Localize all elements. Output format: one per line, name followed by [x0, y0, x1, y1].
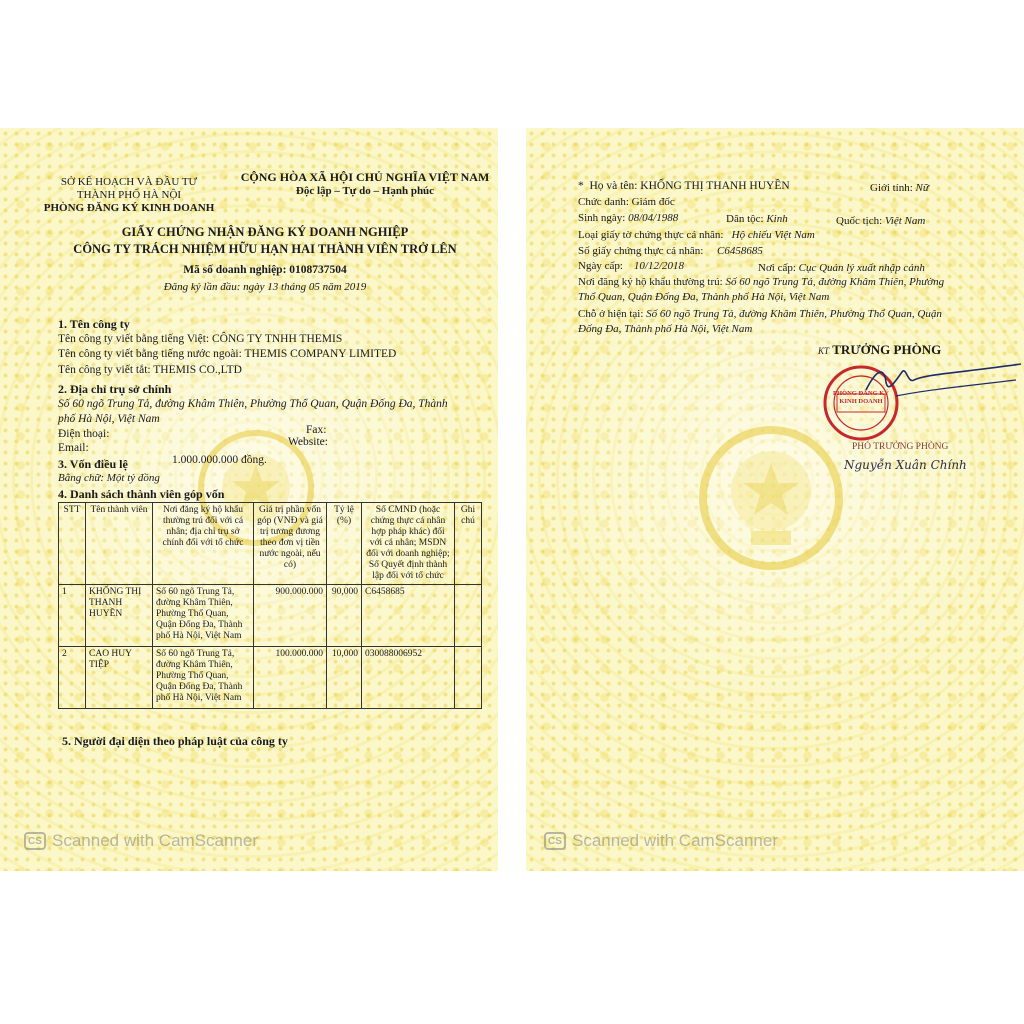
col-header-capital: Giá trị phần vốn góp (VNĐ và giá trị tương đương theo đơn vị tiền nước ngoài, nếu có) [254, 503, 327, 585]
certificate-page-right [526, 128, 1024, 871]
cell-ratio: 10,000 [327, 647, 362, 709]
company-name-short: Tên công ty viết tắt: THEMIS CO.,LTD [58, 364, 242, 376]
col-header-note: Ghi chú [455, 503, 482, 585]
capital-in-words: Bằng chữ: Một tỷ đồng [58, 472, 160, 484]
cell-name: KHỔNG THỊ THANH HUYỀN [86, 585, 153, 647]
cell-ratio: 90,000 [327, 585, 362, 647]
signer-name: Nguyễn Xuân Chính [844, 458, 967, 472]
position-value: Giám đốc [631, 196, 675, 208]
position-label: Chức danh: [578, 196, 629, 208]
section-3-title: 3. Vốn điều lệ [58, 457, 128, 471]
cell-note [455, 585, 482, 647]
cell-id: 030088006952 [362, 647, 455, 709]
nationality-value: Việt Nam [884, 215, 926, 227]
website-label: Website: [288, 436, 328, 448]
camscanner-logo-icon: CS [544, 832, 566, 850]
issue-date-row [578, 260, 684, 272]
address-line-1: Số 60 ngõ Trung Tả, đường Khâm Thiên, Phường Thổ Quan, Quận Đống Đa, Thành [58, 398, 448, 410]
email-label: Email: [58, 442, 89, 454]
members-table [58, 502, 482, 709]
address-line-2: phố Hà Nội, Việt Nam [58, 413, 160, 425]
ethnic-row [726, 213, 788, 225]
cell-stt: 1 [59, 585, 86, 647]
current-address-line-2: Đống Đa, Thành phố Hà Nội, Việt Nam [578, 323, 753, 335]
cell-address: Số 60 ngõ Trung Tả, đường Khâm Thiên, Phường Thổ Quan, Quận Đống Đa, Thành phố Hà Nội, Việt Nam [153, 647, 254, 709]
nationality-row [836, 215, 925, 227]
section-5-title: 5. Người đại diện theo pháp luật của công ty [62, 734, 288, 748]
permanent-address-row [578, 276, 944, 288]
camscanner-logo-icon: CS [24, 832, 46, 850]
issuer-header [40, 176, 218, 215]
section-2-title: 2. Địa chỉ trụ sở chính [58, 382, 172, 396]
col-header-ratio: Tỷ lệ (%) [327, 503, 362, 585]
dob-value: 08/04/1988 [628, 212, 679, 224]
col-header-id: Số CMND (hoặc chứng thực cá nhân hợp pháp khác) đối với cá nhân; MSDN đối với doanh nghiệp; Số Quyết định thành lập đối với tổ chức [362, 503, 455, 585]
current-address-row [578, 308, 942, 320]
seal-text: PHÒNG ĐĂNG KÝ KINH DOANH [833, 390, 889, 405]
col-header-stt: STT [59, 503, 86, 585]
doc-type-label: Loại giấy tờ chứng thực cá nhân: [578, 229, 724, 241]
camscanner-watermark [544, 831, 778, 851]
table-row [59, 585, 482, 647]
motto-line: Độc lập – Tự do – Hạnh phúc [295, 185, 435, 197]
position-row [578, 196, 675, 208]
table-header-row [59, 503, 482, 585]
col-header-name: Tên thành viên [86, 503, 153, 585]
issue-date-label: Ngày cấp: [578, 260, 623, 272]
permanent-address-line-2: Thổ Quan, Quận Đống Đa, Thành phố Hà Nội, Việt Nam [578, 291, 830, 303]
col-header-address: Nơi đăng ký hộ khẩu thường trú đối với cá nhân; địa chỉ trụ sở chính đối với tổ chức [153, 503, 254, 585]
doc-type-row [578, 229, 815, 241]
doc-no-row [578, 245, 763, 257]
gender-label: Giới tính: [870, 182, 913, 194]
cell-note [455, 647, 482, 709]
cell-capital: 100.000.000 [254, 647, 327, 709]
gender-value: Nữ [915, 182, 929, 194]
nationality-label: Quốc tịch: [836, 215, 883, 227]
issuer-line-2: THÀNH PHỐ HÀ NỘI [76, 189, 182, 201]
doc-type-value: Hộ chiếu Việt Nam [731, 229, 815, 241]
ethnic-label: Dân tộc: [726, 213, 764, 225]
registration-date: Đăng ký lần đầu: ngày 13 tháng 05 năm 2019 [163, 281, 367, 293]
signer-title: TRƯỞNG PHÒNG [832, 342, 942, 357]
issuer-line-1: SỞ KẾ HOẠCH VÀ ĐẦU TƯ [60, 176, 198, 188]
issue-place-value: Cục Quản lý xuất nhập cảnh [798, 262, 925, 274]
cell-name: CAO HUY TIỆP [86, 647, 153, 709]
permanent-address-line-1: Số 60 ngõ Trung Tả, đường Khâm Thiên, Phường [725, 276, 945, 288]
cell-id: C6458685 [362, 585, 455, 647]
cell-stt: 2 [59, 647, 86, 709]
camscanner-text: Scanned with CamScanner [52, 831, 259, 850]
section-1-title: 1. Tên công ty [58, 317, 130, 331]
company-name-en: Tên công ty viết bằng tiếng nước ngoài: THEMIS COMPANY LIMITED [58, 348, 397, 360]
camscanner-text: Scanned with CamScanner [572, 831, 779, 850]
certificate-page-left [0, 128, 498, 871]
cell-address: Số 60 ngõ Trung Tả, đường Khâm Thiên, Phường Thổ Quan, Quận Đống Đa, Thành phố Hà Nội, Việt Nam [153, 585, 254, 647]
rep-name-value: KHỔNG THỊ THANH HUYỀN [640, 180, 790, 192]
issue-date-value: 10/12/2018 [633, 260, 685, 272]
fax-label: Fax: [306, 424, 327, 436]
phone-label: Điện thoại: [58, 428, 110, 440]
signer-prefix: KT [818, 346, 830, 356]
cell-capital: 900.000.000 [254, 585, 327, 647]
current-address-label: Chỗ ở hiện tại: [578, 308, 644, 320]
issue-place-label: Nơi cấp: [758, 262, 796, 274]
doc-no-label: Số giấy chứng thực cá nhân: [578, 245, 704, 257]
section-4-title: 4. Danh sách thành viên góp vốn [58, 487, 225, 501]
dob-row [578, 212, 678, 224]
ethnic-value: Kinh [766, 213, 788, 225]
permanent-address-label: Nơi đăng ký hộ khẩu thường trú: [578, 276, 723, 288]
company-name-vn: Tên công ty viết bằng tiếng Việt: CÔNG TY TNHH THEMIS [58, 333, 343, 345]
gender-row [870, 182, 929, 194]
rep-name-row [578, 180, 790, 192]
doc-no-value: C6458685 [717, 245, 763, 257]
current-address-line-1: Số 60 ngõ Trung Tả, đường Khâm Thiên, Phường Thổ Quan, Quận [646, 308, 942, 320]
deputy-title: PHÓ TRƯỞNG PHÒNG [852, 442, 949, 452]
tax-code: Mã số doanh nghiệp: 0108737504 [183, 264, 347, 276]
company-type-title: CÔNG TY TRÁCH NHIỆM HỮU HẠN HAI THÀNH VIÊN TRỞ LÊN [73, 242, 457, 256]
handwritten-signature [856, 360, 1024, 408]
issue-place-row [758, 262, 925, 274]
rep-name-label: Họ và tên: [589, 180, 638, 192]
republic-name: CỘNG HÒA XÃ HỘI CHỦ NGHĨA VIỆT NAM [240, 170, 490, 184]
camscanner-watermark [24, 831, 258, 851]
bullet-star-icon: * [578, 180, 590, 192]
document-title: GIẤY CHỨNG NHẬN ĐĂNG KÝ DOANH NGHIỆP [121, 225, 409, 239]
issuer-line-3: PHÒNG ĐĂNG KÝ KINH DOANH [43, 202, 215, 214]
national-emblem-watermark [696, 423, 846, 573]
charter-capital: 1.000.000.000 đồng. [172, 454, 267, 466]
table-row [59, 647, 482, 709]
signer-title-row [818, 342, 941, 358]
national-motto [240, 170, 490, 198]
dob-label: Sinh ngày: [578, 212, 626, 224]
